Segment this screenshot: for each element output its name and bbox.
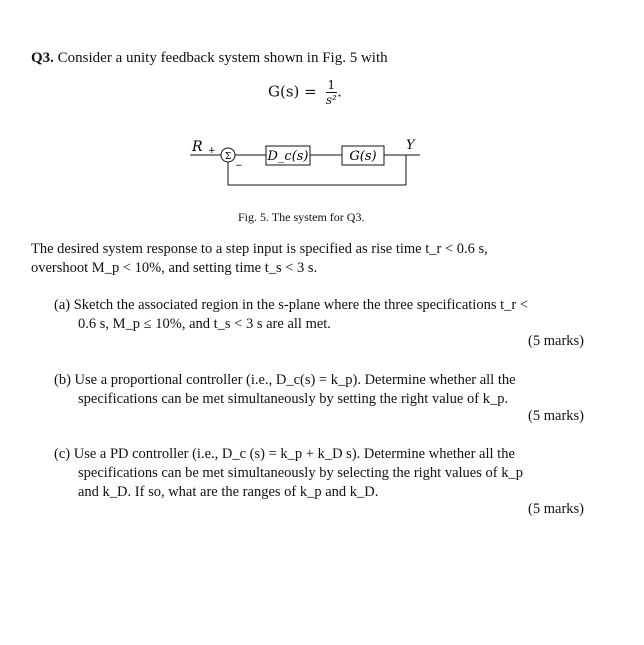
equation-numerator: 1: [327, 78, 336, 92]
part-c-marks: (5 marks): [528, 501, 584, 517]
plant-label: G(s): [349, 149, 377, 164]
part-b-marks: (5 marks): [528, 408, 584, 424]
part-a-line-1: (a) Sketch the associated region in the s-plane where the three specifications t_r <: [54, 297, 529, 313]
problem-line-1: The desired system response to a step input is specified as rise time t_r < 0.6 s,: [31, 241, 488, 257]
part-b-line-2: specifications can be met simultaneously by setting the right value of k_p.: [78, 391, 509, 407]
question-title: [31, 50, 388, 67]
equation-fraction: [326, 78, 338, 107]
transfer-function-equation: [268, 78, 342, 107]
part-a-marks: (5 marks): [528, 333, 584, 349]
part-a: [54, 296, 584, 334]
part-a-line-2: 0.6 s, M_p ≤ 10%, and t_s < 3 s are all met.: [78, 316, 331, 332]
question-intro: Consider a unity feedback system shown in Fig. 5 with: [57, 50, 388, 66]
part-b-line-1: (b) Use a proportional controller (i.e., D_c(s) = k_p). Determine whether all the: [54, 372, 516, 388]
part-c-line-1: (c) Use a PD controller (i.e., D_c (s) = k_p + k_D s). Determine whether all the: [54, 446, 515, 462]
part-c: [54, 445, 584, 502]
output-label: Y: [406, 138, 415, 153]
question-label: Q3.: [31, 50, 54, 66]
problem-line-2: overshoot M_p < 10%, and setting time t_s < 3 s.: [31, 260, 318, 276]
minus-sign: −: [235, 161, 243, 171]
equation-trail: .: [337, 82, 342, 101]
equation-denominator: s²: [325, 93, 337, 107]
controller-label: D_c(s): [267, 149, 309, 164]
figure-caption: Fig. 5. The system for Q3.: [238, 210, 365, 224]
plus-sign: +: [208, 146, 216, 156]
part-c-line-2: specifications can be met simultaneously by selecting the right values of k_p: [78, 465, 523, 481]
summing-symbol: Σ: [224, 152, 232, 162]
part-b: [54, 371, 584, 409]
equation-lhs: G(s) =: [268, 82, 317, 101]
input-label: R: [192, 139, 203, 155]
problem-statement: [31, 240, 586, 278]
part-c-line-3: and k_D. If so, what are the ranges of k_p and k_D.: [78, 484, 379, 500]
block-diagram: [190, 135, 430, 195]
